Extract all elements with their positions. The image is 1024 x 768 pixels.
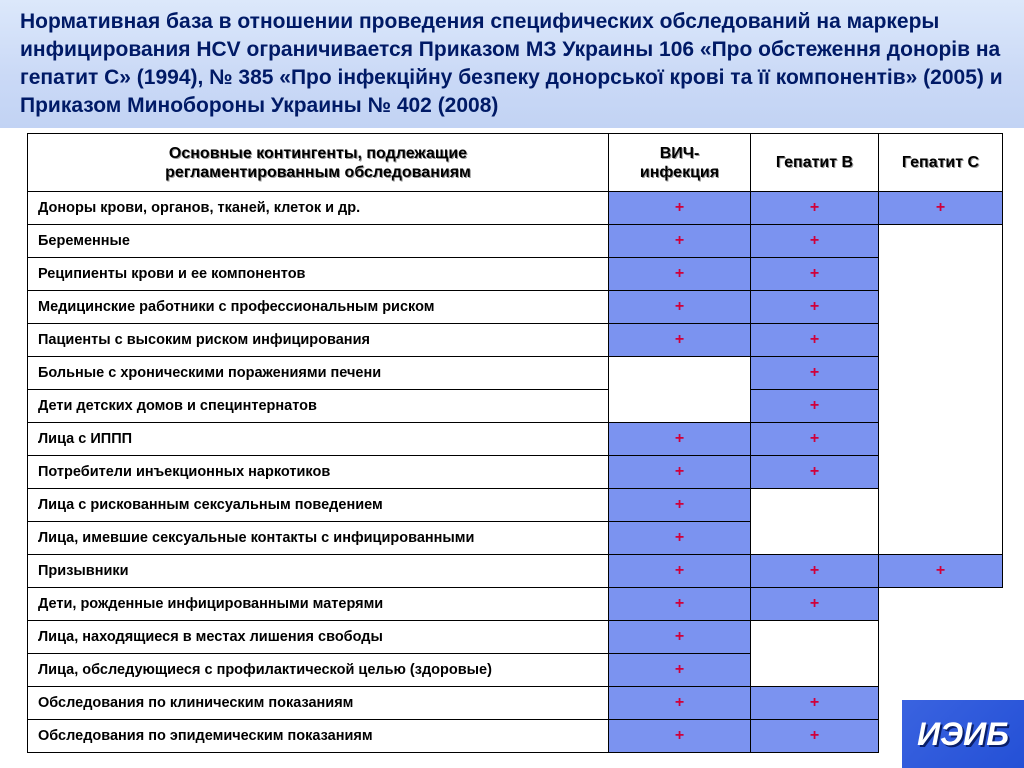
hiv-mark: + bbox=[609, 225, 751, 258]
row-label: Лица с рискованным сексуальным поведением bbox=[28, 489, 609, 522]
row-label: Пациенты с высоким риском инфицирования bbox=[28, 324, 609, 357]
hiv-mark: + bbox=[609, 192, 751, 225]
hiv-mark: + bbox=[609, 588, 751, 621]
hiv-mark: + bbox=[609, 456, 751, 489]
row-label: Лица, обследующиеся с профилактической целью (здоровые) bbox=[28, 654, 609, 687]
hiv-mark: + bbox=[609, 291, 751, 324]
row-label: Лица, имевшие сексуальные контакты с инфицированными bbox=[28, 522, 609, 555]
hiv-mark: + bbox=[609, 423, 751, 456]
hepc-mark: + bbox=[879, 192, 1003, 225]
row-label: Доноры крови, органов, тканей, клеток и др. bbox=[28, 192, 609, 225]
row-label: Медицинские работники с профессиональным риском bbox=[28, 291, 609, 324]
hepb-mark: + bbox=[751, 687, 879, 720]
title-band bbox=[0, 0, 1024, 128]
hepb-mark: + bbox=[751, 225, 879, 258]
row-label: Дети, рожденные инфицированными матерями bbox=[28, 588, 609, 621]
hepb-mark: + bbox=[751, 423, 879, 456]
hepb-mark: + bbox=[751, 192, 879, 225]
row-label: Обследования по клиническим показаниям bbox=[28, 687, 609, 720]
table-row bbox=[28, 423, 1003, 456]
hepb-mark: + bbox=[751, 720, 879, 753]
table-row bbox=[28, 291, 1003, 324]
hepb-mark: + bbox=[751, 555, 879, 588]
hiv-empty-cell bbox=[609, 357, 751, 423]
hepc-mark: + bbox=[879, 555, 1003, 588]
table-row bbox=[28, 621, 1003, 654]
hepc-empty-cell bbox=[879, 225, 1003, 555]
row-label: Призывники bbox=[28, 555, 609, 588]
table-row bbox=[28, 555, 1003, 588]
table-row bbox=[28, 720, 1003, 753]
table-row bbox=[28, 192, 1003, 225]
row-label: Потребители инъекционных наркотиков bbox=[28, 456, 609, 489]
row-label: Дети детских домов и специнтернатов bbox=[28, 390, 609, 423]
hiv-mark: + bbox=[609, 654, 751, 687]
header-contingent: Основные контингенты, подлежащие регламентированным обследованиям bbox=[28, 134, 609, 192]
row-label: Беременные bbox=[28, 225, 609, 258]
hiv-mark: + bbox=[609, 522, 751, 555]
hiv-mark: + bbox=[609, 720, 751, 753]
hiv-mark: + bbox=[609, 621, 751, 654]
hiv-mark: + bbox=[609, 258, 751, 291]
row-label: Реципиенты крови и ее компонентов bbox=[28, 258, 609, 291]
table-row bbox=[28, 456, 1003, 489]
table-row bbox=[28, 588, 1003, 621]
screening-table bbox=[27, 133, 1003, 753]
hepb-mark: + bbox=[751, 588, 879, 621]
institute-logo bbox=[902, 700, 1024, 768]
row-label: Лица с ИППП bbox=[28, 423, 609, 456]
hepb-empty-cell bbox=[751, 621, 879, 687]
header-row bbox=[28, 134, 1003, 192]
table-row bbox=[28, 489, 1003, 522]
table-row bbox=[28, 357, 1003, 390]
hepb-empty-cell bbox=[751, 489, 879, 555]
hepb-mark: + bbox=[751, 291, 879, 324]
hiv-mark: + bbox=[609, 555, 751, 588]
row-label: Обследования по эпидемическим показаниям bbox=[28, 720, 609, 753]
hepb-mark: + bbox=[751, 357, 879, 390]
header-hiv: ВИЧ- инфекция bbox=[609, 134, 751, 192]
table-row bbox=[28, 225, 1003, 258]
row-label: Больные с хроническими поражениями печени bbox=[28, 357, 609, 390]
table-row bbox=[28, 324, 1003, 357]
hepb-mark: + bbox=[751, 390, 879, 423]
hepb-mark: + bbox=[751, 324, 879, 357]
header-hepatitis-c: Гепатит С bbox=[879, 134, 1003, 192]
hepb-mark: + bbox=[751, 258, 879, 291]
table-row bbox=[28, 687, 1003, 720]
hepb-mark: + bbox=[751, 456, 879, 489]
hiv-mark: + bbox=[609, 687, 751, 720]
hiv-mark: + bbox=[609, 324, 751, 357]
header-hepatitis-b: Гепатит В bbox=[751, 134, 879, 192]
table-row bbox=[28, 258, 1003, 291]
logo-text: ИЭИБ bbox=[917, 715, 1009, 752]
hiv-mark: + bbox=[609, 489, 751, 522]
slide-title: Нормативная база в отношении проведения специфических обследований на маркеры инфицирования HCV ограничивается Приказом МЗ Украины 106 «Про обстеження донорів на гепатит С» (1994), № 385 «Про інфекційну безпеку донорської крові та її компонентів» (2005) и Приказом Минобороны Украины № 402 (2008) bbox=[20, 10, 1003, 117]
row-label: Лица, находящиеся в местах лишения свободы bbox=[28, 621, 609, 654]
table-row bbox=[28, 390, 1003, 423]
